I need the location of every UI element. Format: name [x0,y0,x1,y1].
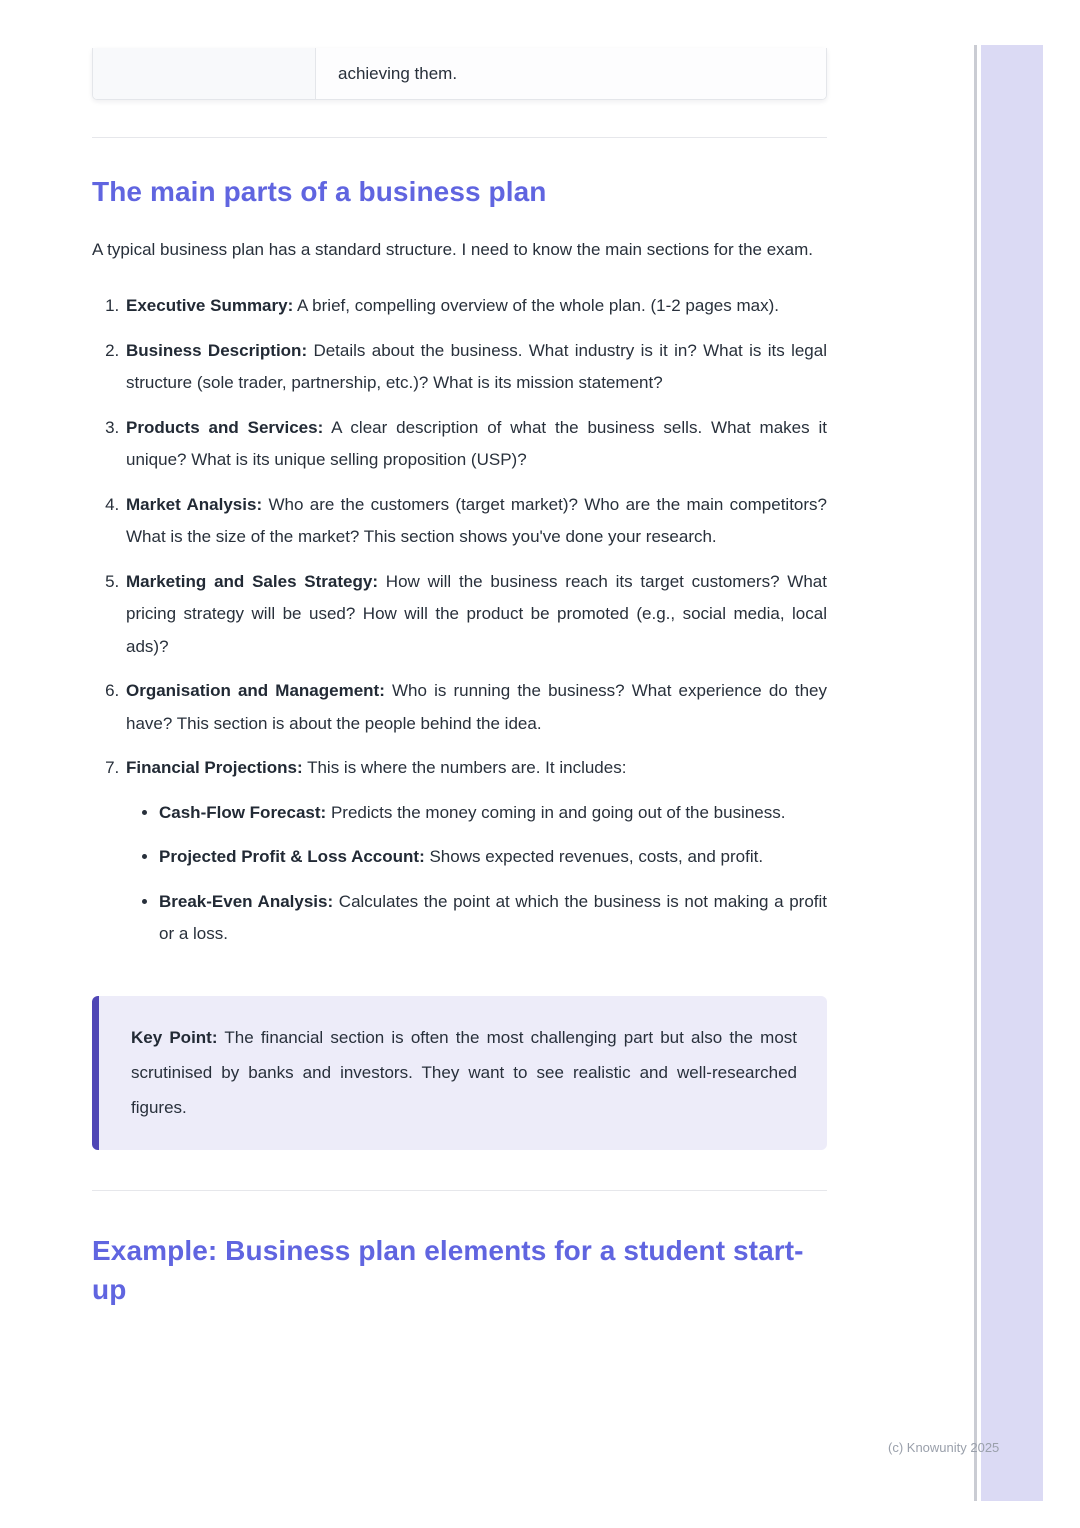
sublist-item-profit-loss [159,841,827,874]
top-table [92,48,827,100]
top-table-cell-right [316,48,826,99]
list-item-products-services [124,412,827,477]
item-label: Business Description: [126,340,308,360]
key-point-callout [92,996,827,1150]
subitem-label: Projected Profit & Loss Account: [159,847,425,866]
section-title-main-parts: The main parts of a business plan [92,176,547,207]
callout-text: The financial section is often the most challenging part but also the most scrutinised by banks and investors. They want to see realistic and well-researched figures. [131,1027,797,1117]
item-text: Who is running the business? What experience do they have? This section is about the people behind the idea. [126,681,827,733]
list-item-organisation-management [124,675,827,740]
business-plan-list [92,290,827,951]
sublist-item-cash-flow [159,797,827,830]
item-label: Marketing and Sales Strategy: [126,571,378,591]
item-text: A brief, compelling overview of the whole plan. (1-2 pages max). [297,296,779,315]
list-item-marketing-sales-strategy [124,566,827,664]
section-intro: A typical business plan has a standard structure. I need to know the main sections for the exam. [92,240,814,259]
item-label: Organisation and Management: [126,681,385,700]
list-item-executive-summary [124,290,827,323]
item-label: Market Analysis: [126,494,263,514]
subitem-label: Break-Even Analysis: [159,891,334,911]
section-divider [92,1190,827,1191]
item-text: This is where the numbers are. It includes: [307,758,627,777]
subitem-text: Predicts the money coming in and going out of the business. [330,802,786,822]
list-item-financial-projections [124,752,827,951]
item-label: Products and Services: [126,417,324,437]
callout-label: Key Point: [131,1027,218,1047]
top-table-cell-text: achieving them. [338,63,458,83]
item-text: How will the business reach its target customers? What pricing strategy will be used? How will the product be promoted (e.g., social media, local ads)? [126,571,827,656]
section-title-example: Example: Business plan elements for a student start-up [92,1234,804,1305]
financial-sublist [126,797,827,951]
item-text: A clear description of what the business sells. What makes it unique? What is its unique selling proposition (USP)? [126,417,827,469]
subitem-label: Cash-Flow Forecast: [159,802,327,822]
document-content [92,0,827,1309]
top-table-cell-left [93,48,316,99]
page-edge-line [974,45,977,1501]
sublist-item-break-even [159,886,827,951]
subitem-text: Shows expected revenues, costs, and profit. [429,847,764,866]
item-label: Executive Summary: [126,296,294,315]
list-item-business-description [124,335,827,400]
subitem-text: Calculates the point at which the business is not making a profit or a loss. [159,891,827,943]
next-page-strip [981,45,1043,1501]
footer-credit: (c) Knowunity 2025 [888,1440,1000,1455]
item-text: Who are the customers (target market)? Who are the main competitors? What is the size of the market? This section shows you've done your research. [126,494,828,546]
section-divider [92,137,827,138]
list-item-market-analysis [124,489,827,554]
item-text: Details about the business. What industry is it in? What is its legal structure (sole trader, partnership, etc.)? What is its mission statement? [126,340,827,392]
item-label: Financial Projections: [126,758,303,777]
